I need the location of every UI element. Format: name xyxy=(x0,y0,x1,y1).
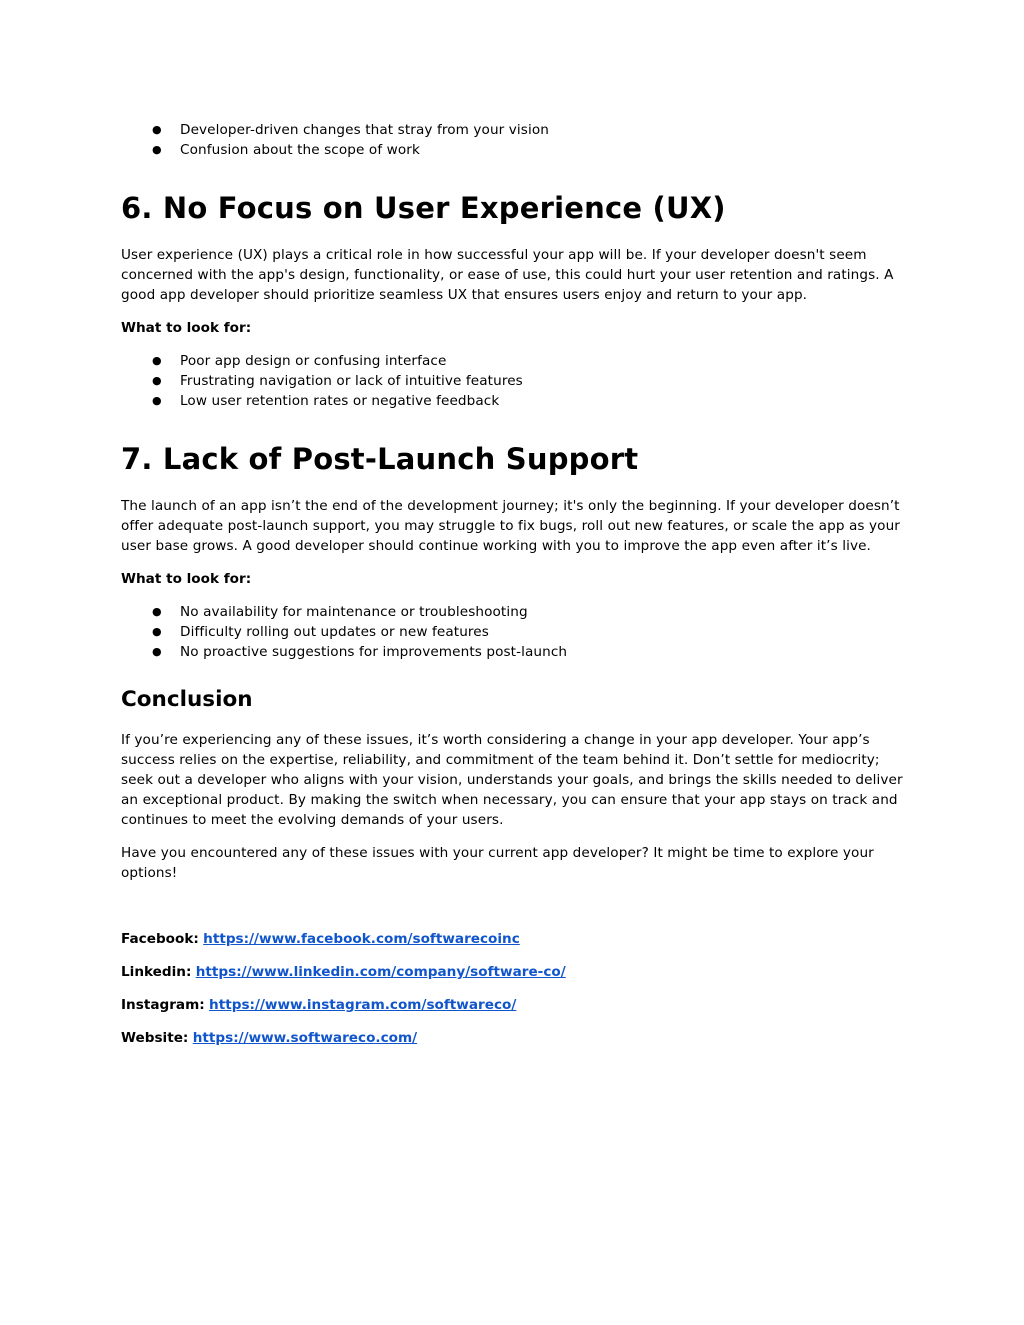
bullet-icon: ● xyxy=(152,374,162,387)
linkedin-link[interactable]: https://www.linkedin.com/company/software-co/ xyxy=(195,964,566,980)
list-item: ● Poor app design or confusing interface xyxy=(152,353,447,369)
bullet-icon: ● xyxy=(152,394,162,407)
facebook-link-line xyxy=(121,929,911,949)
website-link-line xyxy=(121,1028,911,1048)
conclusion-question-paragraph: Have you encountered any of these issues with your current app developer? It might be time to explore your options! xyxy=(121,845,874,881)
bullet-icon: ● xyxy=(152,143,162,156)
list-item: ● No proactive suggestions for improvements post-launch xyxy=(152,644,568,660)
list-item: ● No availability for maintenance or troubleshooting xyxy=(152,604,528,620)
instagram-link[interactable]: https://www.instagram.com/softwareco/ xyxy=(209,997,517,1013)
facebook-link[interactable]: https://www.facebook.com/softwarecoinc xyxy=(203,931,520,947)
list-item: ● Low user retention rates or negative feedback xyxy=(152,393,500,409)
section6-paragraph: User experience (UX) plays a critical role in how successful your app will be. If your developer doesn't seem concerned with the app's design, functionality, or ease of use, this could hurt your user retention and ratings. A good app developer should prioritize seamless UX that ensures users enjoy and return to your app. xyxy=(121,247,894,303)
facebook-label: Facebook: xyxy=(121,931,199,947)
list-item: ● Developer-driven changes that stray from your vision xyxy=(152,122,549,138)
section6-look-for-label: What to look for: xyxy=(121,320,252,336)
section7-paragraph: The launch of an app isn’t the end of the development journey; it's only the beginning. If your developer doesn’t offer adequate post-launch support, you may struggle to fix bugs, roll out new features, or scale the app as your user base grows. A good developer should continue working with you to improve the app even after it’s live. xyxy=(121,498,900,554)
bullet-icon: ● xyxy=(152,354,162,367)
section7-bullet-list xyxy=(121,602,911,662)
document-page xyxy=(121,120,911,1048)
conclusion-paragraph: If you’re experiencing any of these issues, it’s worth considering a change in your app developer. Your app’s success relies on the expertise, reliability, and commitment of the team behind it. Don’t settle for mediocrity; seek out a developer who aligns with your vision, understands your goals, and brings the skills needed to deliver an exceptional product. By making the switch when necessary, you can ensure that your app stays on track and continues to meet the evolving demands of your users. xyxy=(121,732,903,828)
conclusion-heading: Conclusion xyxy=(121,687,253,712)
linkedin-link-line xyxy=(121,962,911,982)
website-link[interactable]: https://www.softwareco.com/ xyxy=(192,1030,418,1046)
section7-heading: 7. Lack of Post-Launch Support xyxy=(121,442,639,476)
bullet-icon: ● xyxy=(152,645,162,658)
list-item: ● Frustrating navigation or lack of intuitive features xyxy=(152,373,523,389)
top-bullet-list xyxy=(121,120,911,160)
bullet-icon: ● xyxy=(152,123,162,136)
linkedin-label: Linkedin: xyxy=(121,964,192,980)
section6-heading: 6. No Focus on User Experience (UX) xyxy=(121,191,726,225)
instagram-link-line xyxy=(121,995,911,1015)
section6-bullet-list xyxy=(121,351,911,411)
list-item: ● Confusion about the scope of work xyxy=(152,142,420,158)
bullet-icon: ● xyxy=(152,605,162,618)
website-label: Website: xyxy=(121,1030,189,1046)
section7-look-for-label: What to look for: xyxy=(121,571,252,587)
instagram-label: Instagram: xyxy=(121,997,205,1013)
bullet-icon: ● xyxy=(152,625,162,638)
list-item: ● Difficulty rolling out updates or new features xyxy=(152,624,489,640)
